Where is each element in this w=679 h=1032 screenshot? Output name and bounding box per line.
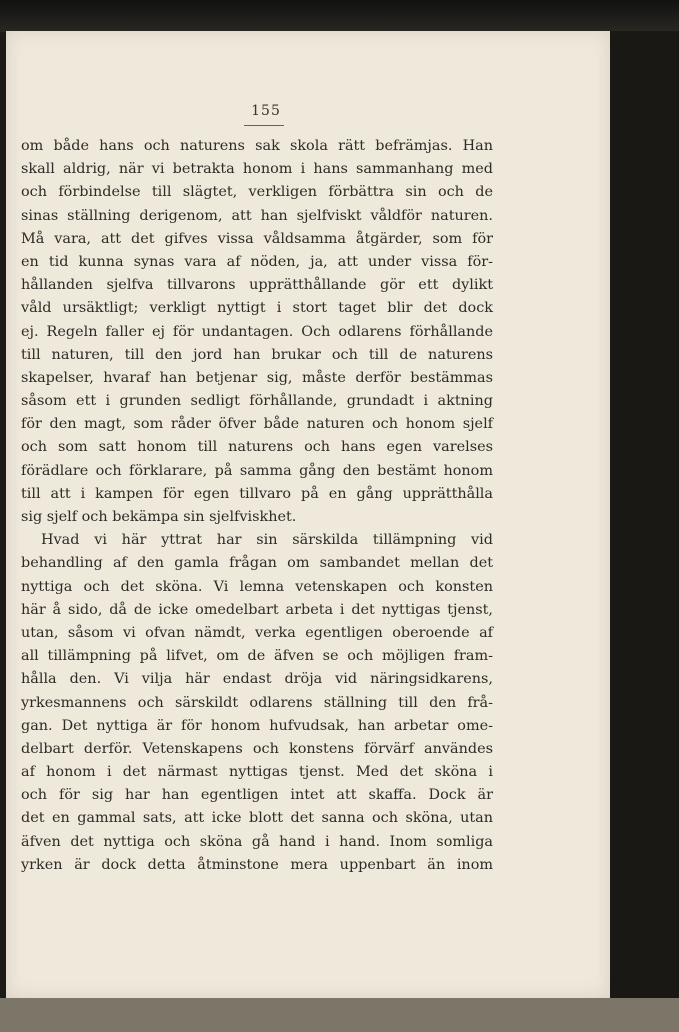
text-line: hålla den. Vi vilja här endast dröja vid näringsidkarens, (21, 671, 493, 688)
text-line: sinas ställning derigenom, att han sjelfviskt våldför naturen. (21, 207, 493, 224)
text-line: hållanden sjelfva tillvarons upprätthållande gör ett dylikt (21, 277, 493, 294)
text-line: våld ursäktligt; verkligt nyttigt i stort taget blir det dock (21, 300, 493, 317)
text-line: skall aldrig, när vi betrakta honom i hans sammanhang med (21, 161, 493, 178)
text-line: här å sido, då de icke omedelbart arbeta i det nyttigas tjenst, (21, 601, 493, 618)
text-line: skapelser, hvaraf han betjenar sig, måste derför bestämmas (21, 369, 493, 386)
text-line: nyttiga och det sköna. Vi lemna vetenskapen och konsten (21, 578, 493, 595)
body-text (21, 135, 493, 877)
text-line: yrken är dock detta åtminstone mera uppenbart än inom (21, 856, 493, 873)
text-line: behandling af den gamla frågan om sambandet mellan det (21, 555, 493, 572)
book-fore-edge (610, 31, 679, 998)
header-rule (244, 125, 284, 126)
text-line: och förbindelse till slägtet, verkligen förbättra sin och de (21, 184, 493, 201)
text-line: äfven det nyttiga och sköna gå hand i hand. Inom somliga (21, 833, 493, 850)
text-line: sig sjelf och bekämpa sin sjelfviskhet. (21, 509, 297, 525)
text-line: för den magt, som råder öfver både naturen och honom sjelf (21, 416, 493, 433)
text-line: yrkesmannens och särskildt odlarens ställning till den frå- (21, 694, 493, 711)
page-number: 155 (251, 103, 281, 119)
text-line: ej. Regeln faller ej för undantagen. Och odlarens förhållande (21, 323, 493, 340)
text-line: Må vara, att det gifves vissa våldsamma åtgärder, som för (21, 230, 493, 247)
text-line: gan. Det nyttiga är för honom hufvudsak, han arbetar ome- (21, 717, 493, 734)
text-line: och som satt honom till naturens och hans egen varelses (21, 439, 493, 456)
book-top-edge (0, 0, 679, 32)
text-line: såsom ett i grunden sedligt förhållande, grundadt i aktning (21, 393, 493, 410)
text-line: Hvad vi här yttrat har sin särskilda tillämpning vid (41, 532, 493, 549)
text-line: förädlare och förklarare, på samma gång den bestämt honom (21, 462, 493, 479)
text-line: delbart derför. Vetenskapens och konstens förvärf användes (21, 740, 493, 757)
text-line: utan, såsom vi ofvan nämdt, verka egentligen oberoende af (21, 624, 493, 641)
text-line: all tillämpning på lifvet, om de äfven se och möjligen fram- (21, 648, 493, 665)
text-line: om både hans och naturens sak skola rätt befrämjas. Han (21, 138, 493, 154)
book-page (6, 31, 610, 998)
text-line: det en gammal sats, att icke blott det sanna och sköna, utan (21, 810, 493, 827)
text-line: till att i kampen för egen tillvaro på en gång upprätthålla (21, 485, 493, 502)
text-line: af honom i det närmast nyttigas tjenst. Med det sköna i (21, 764, 493, 781)
text-line: en tid kunna synas vara af nöden, ja, att under vissa för- (21, 253, 493, 270)
text-line: och för sig har han egentligen intet att skaffa. Dock är (21, 787, 493, 804)
text-line: till naturen, till den jord han brukar och till de naturens (21, 346, 493, 363)
scan-background (0, 998, 679, 1032)
